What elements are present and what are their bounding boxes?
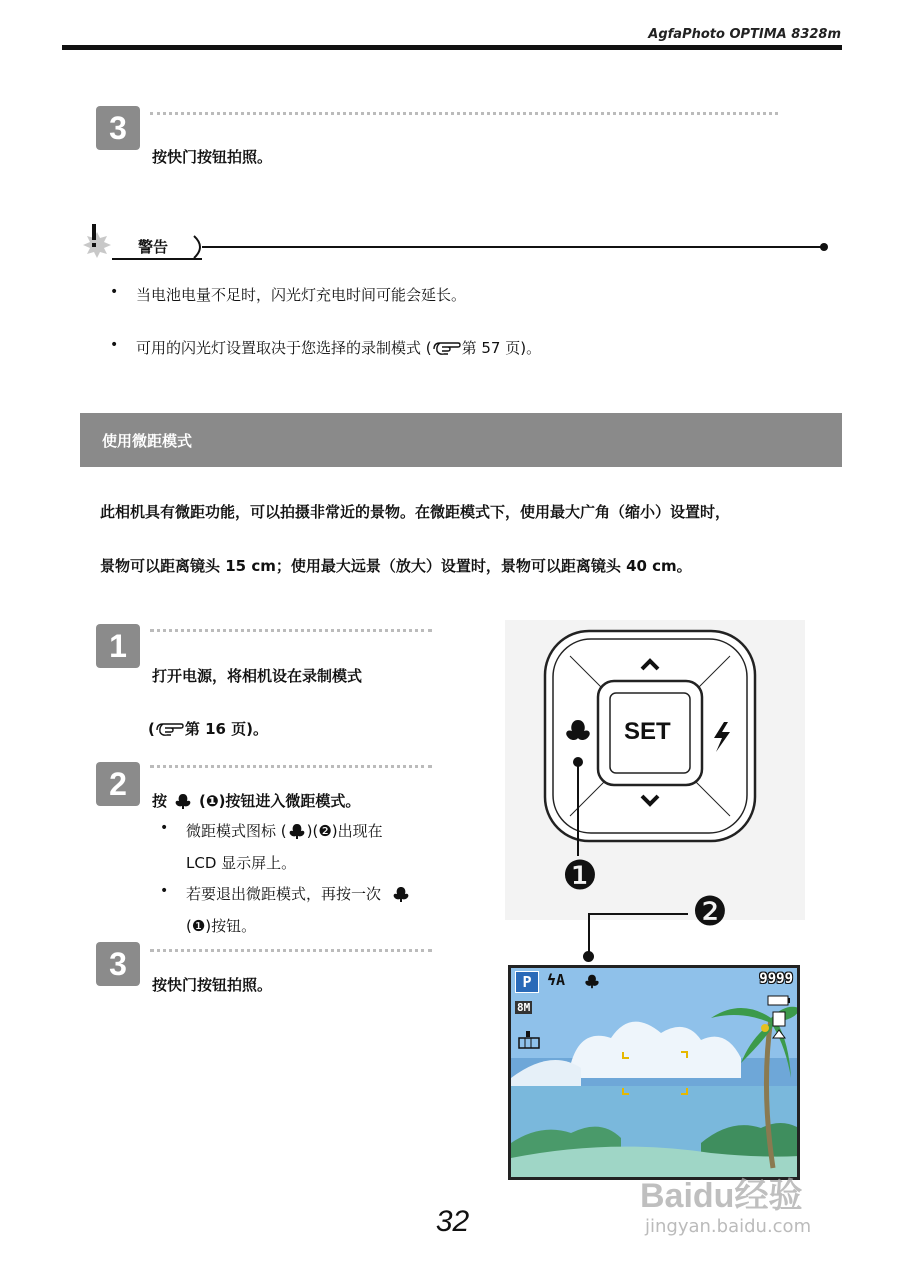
header-rule [62,45,842,50]
step-2-sub-2-text: • 若要退出微距模式，再按一次 [186,885,382,903]
step-divider [150,629,432,632]
document-model-header: AgfaPhoto OPTIMA 8328m [648,27,841,42]
step-3-text-top: 按快门按钮拍照。 [152,148,273,166]
step-2-sub-1-line-2: LCD 显示屏上。 [186,854,297,872]
lcd-flash-indicator: ϟA [547,971,566,989]
step-1-line-2 [148,718,268,739]
step-1-paren: ( [148,719,155,738]
lcd-battery-card-icons [767,994,791,1044]
callout-dot-2 [583,951,594,962]
callout-2-marker: ❷ [692,889,728,935]
lcd-macro-icon [583,972,601,990]
warning-title-underline [112,258,202,260]
section-title-bar: 使用微距模式 [80,413,842,467]
step-2-sub-1-post: )(❷)出现在 [306,822,383,840]
warning-bullet-2-page: 第 57 页)。 [461,339,542,357]
step-divider [150,949,432,952]
page-number: 32 [435,1205,470,1238]
lcd-shots-remaining: 9999 [759,971,793,987]
watermark-url: jingyan.baidu.com [645,1216,812,1237]
hand-pointer-icon [155,720,185,738]
callout-line-1 [577,766,579,856]
watermark-brand: Baidu经验 [640,1177,803,1215]
callout-1-marker: ❶ [562,853,598,899]
section-intro-line-1: 此相机具有微距功能，可以拍摄非常近的景物。在微距模式下，使用最大广角（缩小）设置时， [100,503,731,521]
lcd-scene [511,968,799,1179]
step-3-badge: 3 [96,942,140,986]
step-2-sub-2 [186,883,411,904]
step-1-page: 第 16 页)。 [184,720,269,738]
warning-title: 警告 [138,238,169,256]
section-intro-line-2: 景物可以距离镜头 15 cm；使用最大远景（放大）设置时，景物可以距离镜头 40 cm。 [100,557,692,575]
macro-flower-icon [391,885,411,903]
warning-rule [192,234,832,264]
callout-line-2-vertical [588,913,590,955]
step-2-sub-2-line-2: (❶)按钮。 [186,917,257,935]
warning-bullet-2-text: • 可用的闪光灯设置取决于您选择的录制模式 ( [136,339,432,357]
step-2-sub-1-pre: • 微距模式图标 ( [186,822,287,840]
step-2-main [152,790,360,811]
step-2-badge: 2 [96,762,140,806]
warning-bullet-2 [136,337,541,358]
lcd-image-size: 8M [517,1001,531,1014]
step-2-main-post: (❶)按钮进入微距模式。 [199,792,361,810]
hand-pointer-icon [432,339,462,357]
step-1-badge: 1 [96,624,140,668]
set-button-label: SET [624,718,671,745]
lcd-quality-icon [517,1030,541,1050]
warning-icon [80,222,114,262]
lcd-mode-indicator: P [515,971,539,993]
step-divider [150,112,778,115]
callout-line-2 [588,913,688,915]
step-2-main-pre: 按 [152,792,168,810]
step-2-sub-1 [186,820,383,841]
step-3-badge-top: 3 [96,106,140,150]
step-divider [150,765,432,768]
warning-bullet-1: • 当电池电量不足时，闪光灯充电时间可能会延长。 [136,284,466,305]
lcd-screen [508,965,800,1180]
macro-flower-icon [173,792,193,810]
step-1-line-1: 打开电源，将相机设在录制模式 [152,667,363,685]
step-3-text: 按快门按钮拍照。 [152,976,273,994]
macro-flower-icon [287,822,307,840]
